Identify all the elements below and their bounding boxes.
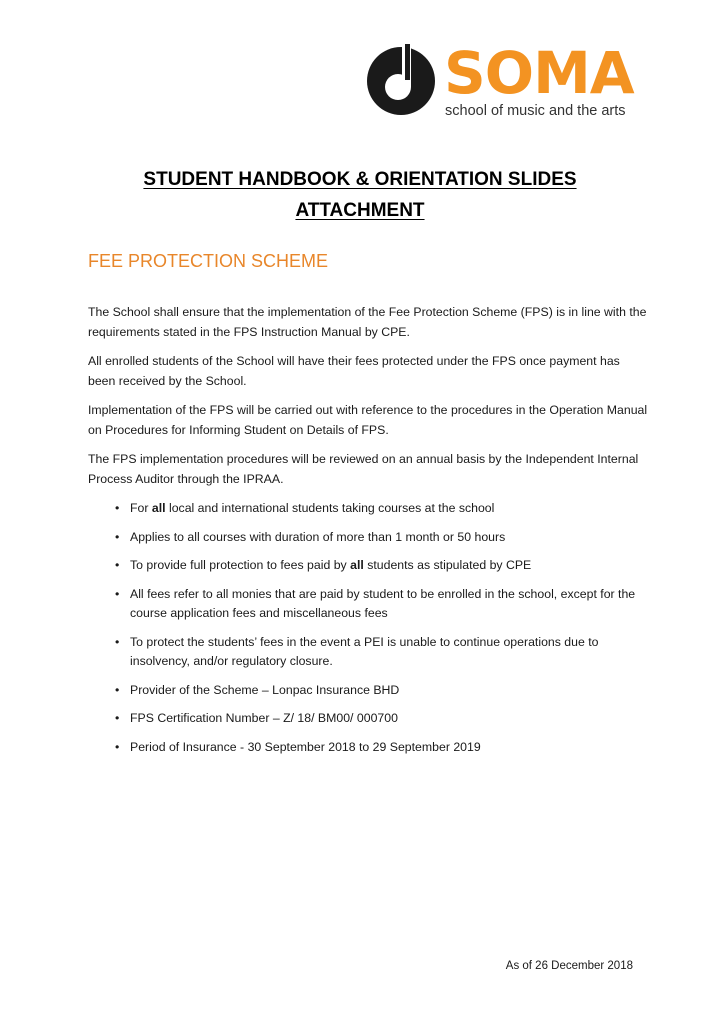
document-title-line2: ATTACHMENT — [295, 200, 425, 221]
soma-logo — [364, 40, 644, 120]
section-heading: FEE PROTECTION SCHEME — [88, 251, 329, 271]
list-item-emphasis: all — [151, 501, 166, 515]
document-title-line1: STUDENT HANDBOOK & ORIENTATION SLIDES — [143, 169, 577, 190]
list-item — [88, 528, 648, 548]
list-item-text: local and international students taking courses at the school — [165, 501, 495, 515]
document-title — [80, 164, 640, 226]
logo-wordmark: SOMA — [444, 39, 634, 107]
list-item — [88, 738, 648, 758]
bullet-icon: • — [115, 529, 120, 544]
list-item-text: Period of Insurance - 30 September 2018 to 29 September 2019 — [130, 739, 481, 754]
soma-note-icon — [364, 42, 438, 116]
bullet-icon: • — [115, 558, 120, 572]
paragraph: The School shall ensure that the implementation of the Fee Protection Scheme (FPS) is in line with the requirements stated in the FPS Instruction Manual by CPE. — [88, 305, 647, 339]
list-item-text: To provide full protection to fees paid by — [130, 558, 351, 572]
list-item-emphasis: all — [350, 558, 364, 572]
list-item-text: students as stipulated by CPE — [363, 558, 532, 572]
bullet-icon: • — [115, 682, 120, 697]
list-item-text: Applies to all courses with duration of more than 1 month or 50 hours — [130, 529, 506, 544]
paragraph: All enrolled students of the School will have their fees protected under the FPS once payment has been received by the School. — [88, 354, 620, 388]
bullet-icon: • — [115, 634, 120, 649]
list-item-text: To protect the students’ fees in the event a PEI is unable to continue operations due to insolvency, and/or regulatory closure. — [130, 634, 599, 668]
list-item — [88, 499, 648, 519]
logo-tagline: school of music and the arts — [445, 103, 626, 119]
list-item — [88, 681, 648, 701]
list-item — [88, 585, 648, 624]
bullet-icon: • — [115, 586, 120, 601]
paragraph: The FPS implementation procedures will be reviewed on an annual basis by the Independent Internal Process Auditor through the IPRAA. — [88, 452, 639, 486]
list-item — [88, 709, 648, 729]
bullet-icon: • — [115, 711, 120, 725]
fps-bullet-list — [88, 499, 648, 757]
list-item-text: Provider of the Scheme – Lonpac Insurance BHD — [130, 682, 400, 697]
bullet-icon: • — [115, 739, 120, 754]
list-item — [88, 556, 648, 576]
bullet-icon: • — [115, 501, 120, 515]
list-item-text: For — [130, 501, 152, 515]
footer-date: As of 26 December 2018 — [505, 960, 633, 972]
paragraph: Implementation of the FPS will be carried out with reference to the procedures in the Operation Manual on Procedures for Informing Student on Details of FPS. — [88, 403, 648, 437]
list-item-text: All fees refer to all monies that are paid by student to be enrolled in the school, except for the course application fees and miscellaneous fees — [130, 586, 636, 620]
list-item-text: FPS Certification Number – Z/ 18/ BM00/ 000700 — [130, 711, 398, 725]
list-item — [88, 633, 648, 672]
section-body — [88, 303, 648, 766]
